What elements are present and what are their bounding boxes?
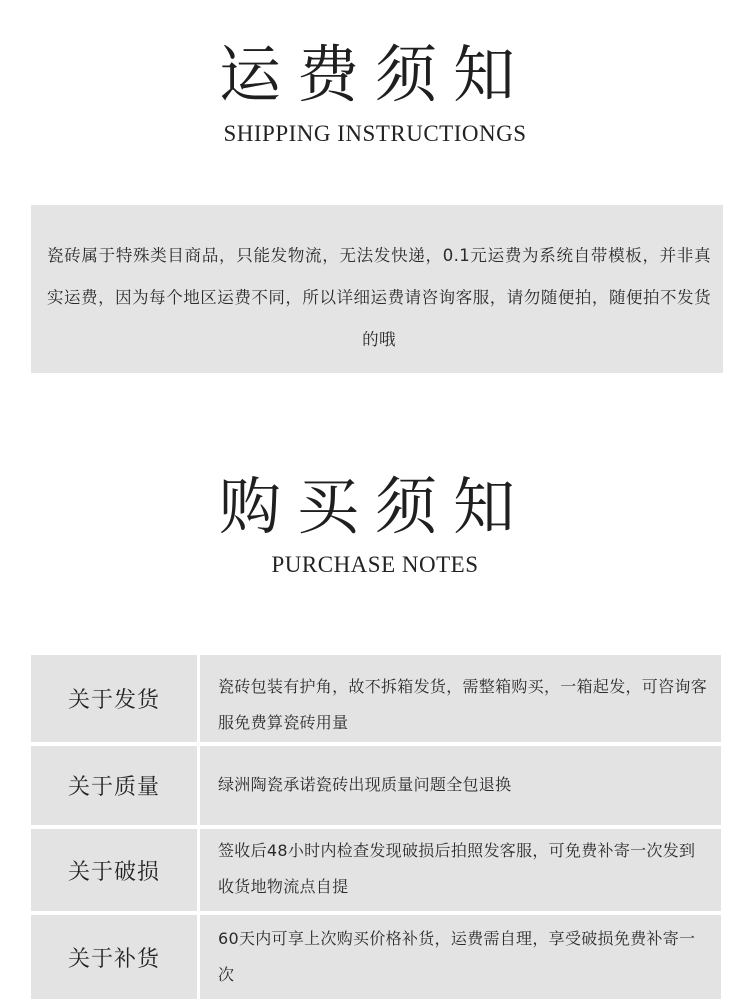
purchase-title: 购买须知 (218, 470, 531, 543)
purchase-subtitle: PURCHASE NOTES (271, 552, 479, 577)
notes-row-content: 60天内可享上次购买价格补货，运费需自理，享受破损免费补寄一次 (200, 915, 721, 999)
shipping-subtitle: SHIPPING INSTRUCTIONGS (223, 121, 527, 146)
notes-row-content: 瓷砖包装有护角，故不拆箱发货，需整箱购买，一箱起发，可咨询客服免费算瓷砖用量 (200, 655, 721, 742)
notes-row-label: 关于质量 (31, 746, 197, 825)
notes-row-damage (31, 829, 721, 911)
notes-row-shipping (31, 655, 721, 742)
notes-row-content: 签收后48小时内检查发现破损后拍照发客服，可免费补寄一次发到收货地物流点自提 (200, 829, 721, 911)
notes-row-label: 关于破损 (31, 829, 197, 911)
shipping-title: 运费须知 (218, 38, 531, 111)
shipping-notice-text: 瓷砖属于特殊类目商品，只能发物流，无法发快递，0.1元运费为系统自带模板，并非真实运费，因为每个地区运费不同，所以详细运费请咨询客服，请勿随便拍，随便拍不发货的哦 (47, 246, 711, 349)
notes-row-quality (31, 746, 721, 825)
shipping-notice-box (31, 205, 723, 373)
notes-row-restock (31, 915, 721, 999)
notes-row-label: 关于发货 (31, 655, 197, 742)
notes-row-content: 绿洲陶瓷承诺瓷砖出现质量问题全包退换 (200, 746, 721, 825)
notes-row-label: 关于补货 (31, 915, 197, 999)
